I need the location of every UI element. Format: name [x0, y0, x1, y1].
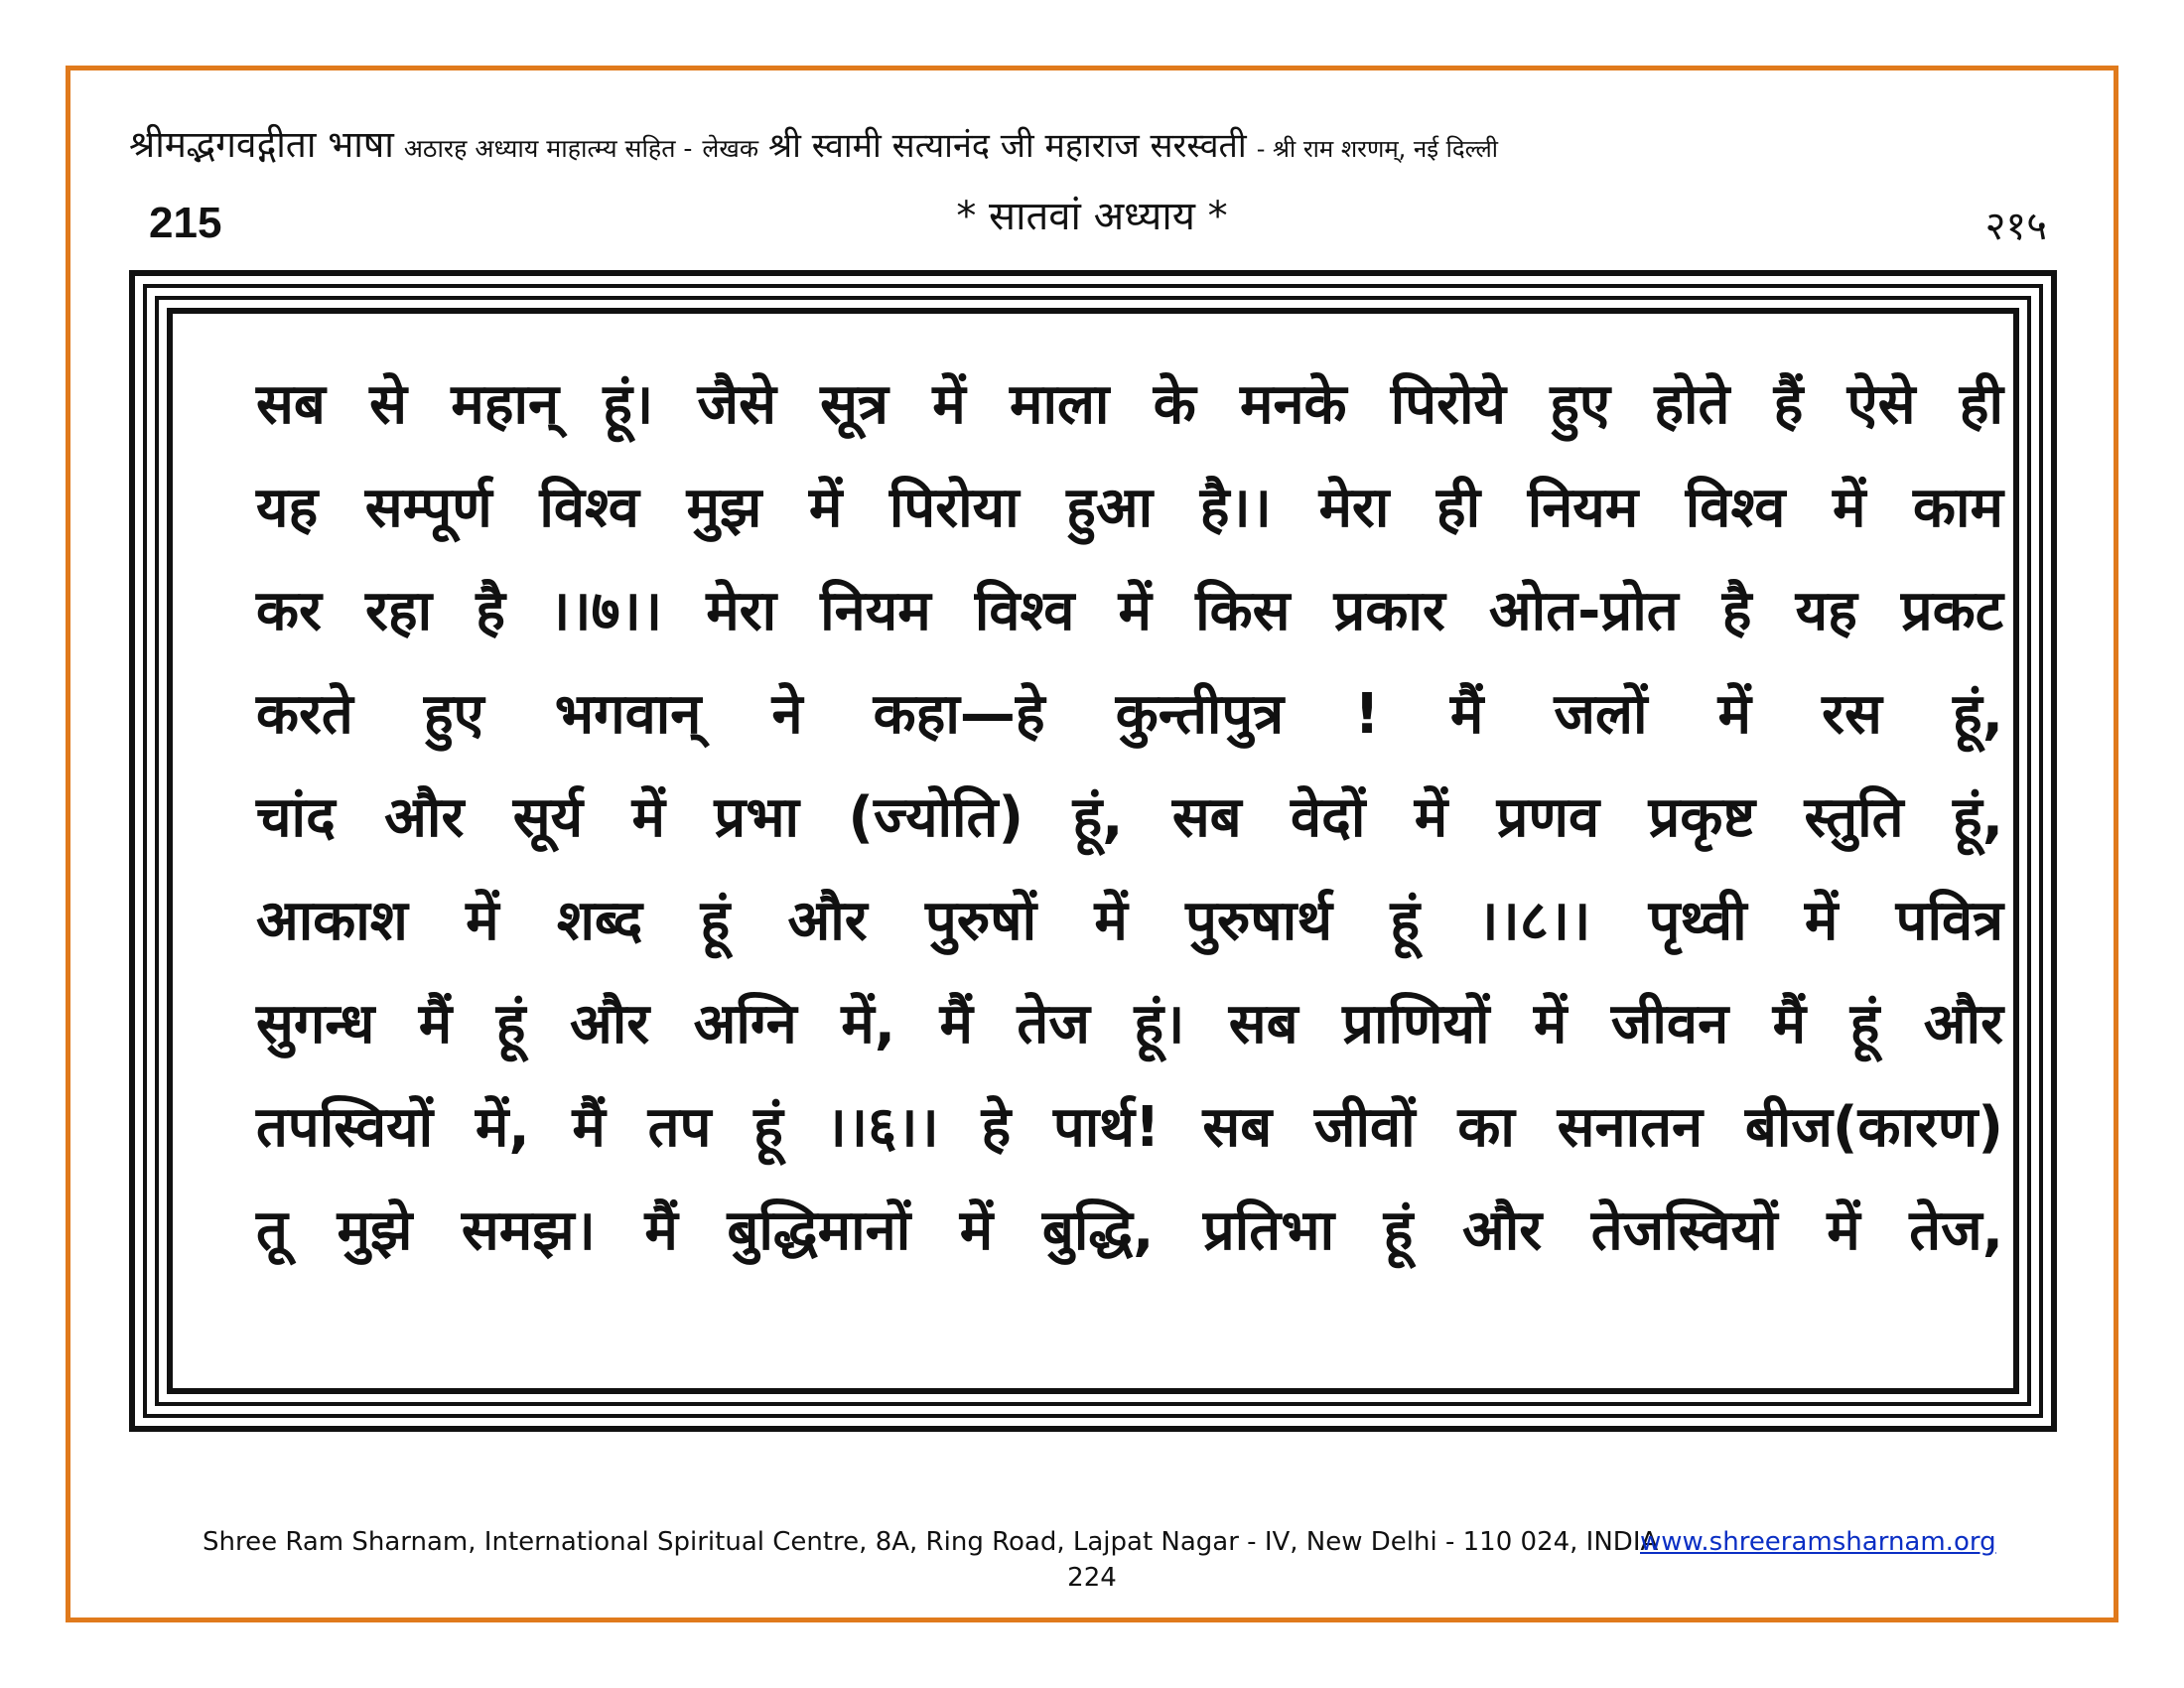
verse-box-border	[167, 308, 2019, 1394]
page-number-left: 215	[149, 199, 222, 247]
document-header	[129, 117, 2075, 168]
footer-page-number: 224	[1067, 1563, 1117, 1593]
verse-line: तू मुझे समझ। मैं बुद्धिमानों में बुद्धि, प्रतिभा हूं और तेजस्वियों में तेज,	[256, 1198, 2003, 1263]
verse-box-border	[143, 284, 2043, 1418]
header-title: श्रीमद्भगवद्गीता भाषा	[129, 123, 394, 166]
header-author: श्री स्वामी सत्यानंद जी महाराज सरस्वती	[768, 126, 1247, 166]
header-author-label: लेखक	[702, 134, 759, 163]
chapter-title: * सातवां अध्याय *	[956, 194, 1228, 239]
verse-line: चांद और सूर्य में प्रभा (ज्योति) हूं, सब वेदों में प्रणव प्रकृष्ट स्तुति हूं,	[256, 785, 2003, 850]
verse-line: सब से महान् हूं। जैसे सूत्र में माला के मनके पिरोये हुए होते हैं ऐसे ही	[256, 372, 2003, 437]
verse-box-border	[155, 296, 2031, 1406]
header-subtitle: अठारह अध्याय माहात्म्य सहित -	[403, 134, 693, 163]
page-number-right: २१५	[1984, 204, 2047, 249]
verse-line: तपस्वियों में, मैं तप हूं ।।६।। हे पार्थ! सब जीवों का सनातन बीज(कारण)	[256, 1095, 2003, 1160]
verse-line: करते हुए भगवान् ने कहा—हे कुन्तीपुत्र ! मैं जलों में रस हूं,	[256, 682, 2003, 747]
footer-address: Shree Ram Sharnam, International Spiritual Centre, 8A, Ring Road, Lajpat Nagar - IV, New Delhi - 110 024, INDIA	[203, 1527, 1659, 1557]
verse-line: आकाश में शब्द हूं और पुरुषों में पुरुषार्थ हूं ।।८।। पृथ्वी में पवित्र	[256, 889, 2003, 953]
website-link[interactable]: www.shreeramsharnam.org	[1640, 1527, 1996, 1557]
header-publisher: - श्री राम शरणम्, नई दिल्ली	[1256, 135, 1498, 163]
verse-text	[256, 353, 2003, 1283]
verse-line: सुगन्ध मैं हूं और अग्नि में, मैं तेज हूं। सब प्राणियों में जीवन मैं हूं और	[256, 992, 2003, 1056]
verse-line: कर रहा है ।।७।। मेरा नियम विश्व में किस प्रकार ओत-प्रोत है यह प्रकट	[256, 579, 2003, 643]
verse-line: यह सम्पूर्ण विश्व मुझ में पिरोया हुआ है।। मेरा ही नियम विश्व में काम	[256, 476, 2003, 540]
verse-box	[129, 270, 2057, 1432]
